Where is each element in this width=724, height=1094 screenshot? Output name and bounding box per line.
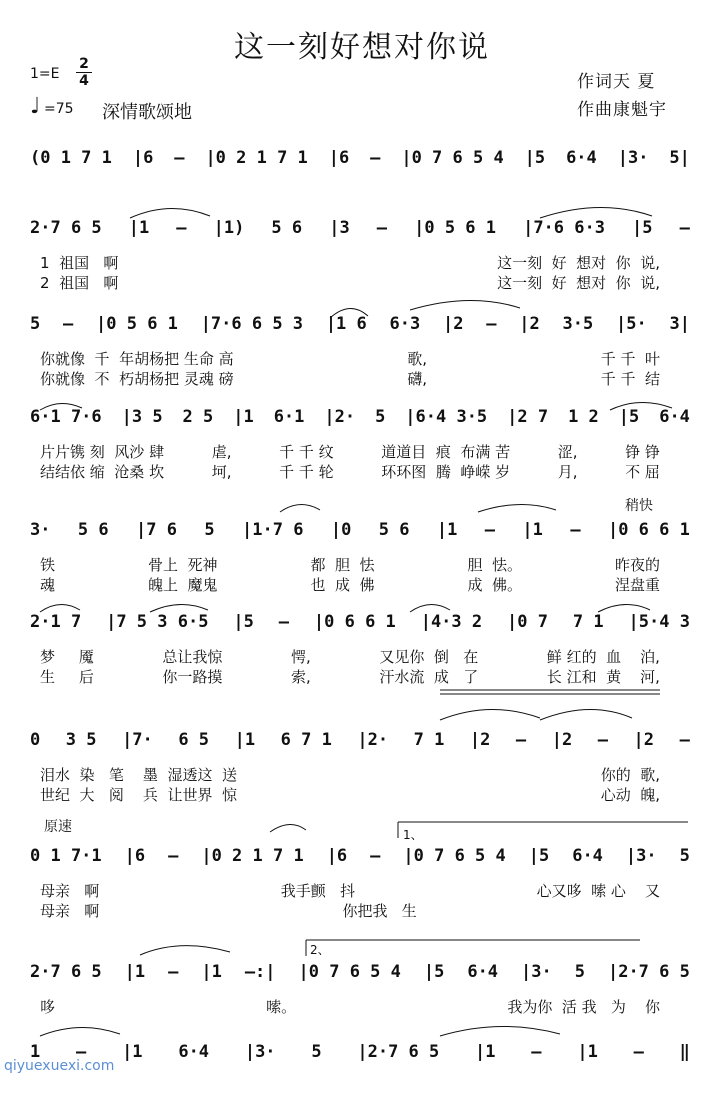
note-group: — (176, 218, 187, 238)
note-group: —:| (244, 962, 276, 982)
note-group: 6·4 (178, 1042, 210, 1062)
note-group: |5 (528, 846, 550, 866)
note-group: 1 2 (568, 407, 599, 427)
note-group: 7 1 (572, 612, 604, 632)
lyric-segment: 汗水流 成 了 (379, 668, 479, 686)
slur (270, 824, 306, 832)
lyric-segment: 你就像 不 朽胡杨把 灵魂 磅 (40, 370, 234, 388)
lyric-segment: 坷, (211, 463, 232, 481)
lyric-segment: 虐, (211, 443, 232, 461)
lyric-segment: 又见你 倒 在 (379, 648, 479, 666)
note-group: |5 (233, 612, 254, 632)
tempo-mood: 深情歌颂地 (102, 102, 192, 123)
note-group: |1 (234, 730, 256, 750)
note-group: 5 (204, 520, 215, 540)
note-group: |3 (329, 218, 350, 238)
note-group: 2 5 (182, 407, 214, 427)
lyric-segment: 心动 魄, (600, 786, 660, 804)
note-group: |6 (132, 148, 154, 168)
note-group: |1 (577, 1042, 598, 1062)
lyric-segment: 千 千 叶 (600, 350, 660, 368)
lyric-segment: 母亲 啊 (40, 902, 100, 920)
watermark: qiyuexuexi.com (4, 1058, 115, 1074)
note-group: 5 (574, 962, 585, 982)
slur (478, 504, 556, 512)
lyric-segment: 礴, (407, 370, 428, 388)
note-group: |3· (244, 1042, 276, 1062)
lyric-segment: 道道目 痕 布满 苦 (381, 443, 511, 461)
note-group: |5 (423, 962, 445, 982)
slur (40, 403, 82, 410)
lyric-segment: 2 祖国 啊 (40, 274, 119, 292)
note-group: 0 1 7·1 (30, 846, 102, 866)
note-group: |5·4 3 (628, 612, 690, 632)
note-group: — (679, 218, 690, 238)
note-group: |7·6 6·3 (523, 218, 605, 238)
note-group: |2· (324, 407, 356, 427)
note-group: 7 1 (413, 730, 445, 750)
lyric-segment: 魄上 魔鬼 (147, 576, 218, 594)
note-group: |0 5 6 1 (96, 314, 178, 334)
note-group: — (679, 730, 690, 750)
lyric-segment: 不 屈 (625, 463, 660, 481)
note-group: |2 (633, 730, 655, 750)
note-group: |2 (469, 730, 491, 750)
note-group: |0 6 6 1 (313, 612, 396, 632)
slur (140, 946, 230, 955)
lyric-segment: 嗦。 (266, 998, 297, 1016)
note-group: 3| (669, 314, 690, 334)
slur (410, 300, 520, 310)
note-group: |5 (524, 148, 546, 168)
tempo-mark-original: 原速 (44, 819, 72, 835)
lyric-segment: 涩, (557, 443, 578, 461)
lyric-segment: 鲜 红的 血 泊, (546, 648, 660, 666)
note-group: 2·1 7 (30, 612, 82, 632)
lyric-segment: 你把我 生 (342, 902, 417, 920)
lyric-segment: 片片镌 刻 风沙 肆 (40, 443, 165, 461)
lyric-segment: 我手颤 抖 (280, 882, 356, 900)
note-group: 3·5 (562, 314, 594, 334)
lyric-segment: 骨上 死神 (147, 556, 218, 574)
lyric-segment: 铁 (40, 556, 56, 574)
note-group: |1 6 (325, 314, 367, 334)
note-group: |6·4 3·5 (405, 407, 488, 427)
note-group: — (531, 1042, 542, 1062)
lyric-segment: 愕, (291, 648, 311, 666)
note-group: |0 2 1 7 1 (201, 846, 304, 866)
slur (330, 308, 368, 318)
lyric-segment: 千 千 纹 (279, 443, 334, 461)
lyric-segment: 索, (291, 668, 311, 686)
lyric-segment: 1 祖国 啊 (40, 254, 119, 272)
lyric-segment: 泪水 染 笔 墨 湿透这 送 (40, 766, 237, 784)
lyric-segment: 千 千 结 (600, 370, 660, 388)
lyric-segment: 铮 铮 (625, 443, 660, 461)
note-group: |2·7 6 5 (607, 962, 690, 982)
note-group: — (63, 314, 74, 334)
key-signature: 1=E (30, 66, 60, 82)
note-group: 5 (311, 1042, 322, 1062)
note-group: 5 6 (77, 520, 109, 540)
note-group: 5 6 (378, 520, 410, 540)
note-group: — (168, 962, 179, 982)
lyric-segment: 也 成 佛 (310, 576, 375, 594)
note-group: — (633, 1042, 644, 1062)
lyric-segment: 我为你 活 我 为 你 (507, 998, 660, 1016)
slur (40, 604, 80, 612)
note-group: 3 5 (65, 730, 97, 750)
note-group: 5 6 (271, 218, 303, 238)
lyric-segment: 月, (557, 463, 578, 481)
lyric-segment: 胆 怯。 (467, 556, 522, 574)
note-group: |1 (122, 1042, 143, 1062)
tempo-mark-faster: 稍快 (625, 498, 653, 514)
note-group: 0 (30, 730, 41, 750)
tempo-value: =75 (44, 101, 74, 117)
note-group: |1 (128, 218, 150, 238)
note-group: — (278, 612, 289, 632)
note-group: |1) (213, 218, 245, 238)
slur (440, 1026, 560, 1036)
lyric-segment: 这一刻 好 想对 你 说, (497, 254, 660, 272)
note-group: — (515, 730, 527, 750)
slur (280, 504, 320, 512)
note-group: |2·7 6 5 (357, 1042, 440, 1062)
note-group: (0 1 7 1 (30, 148, 112, 168)
note-group: |2 (519, 314, 540, 334)
song-title: 这一刻好想对你说 (234, 30, 490, 65)
lyric-segment: 千 千 轮 (279, 463, 334, 481)
note-group: 1 (30, 1042, 41, 1062)
slur (540, 709, 632, 720)
lyric-segment: 环环图 腾 峥嵘 岁 (381, 463, 511, 481)
note-group: |6 (326, 846, 348, 866)
note-group: 6·4 (566, 148, 597, 168)
note-group: |3· (625, 846, 657, 866)
note-group: 6 7 1 (280, 730, 332, 750)
note-group: 6 5 (178, 730, 210, 750)
note-group: |0 2 1 7 1 (205, 148, 308, 168)
lyric-segment: 心又哆 嗦 心 又 (536, 882, 660, 900)
note-group: |2· (357, 730, 389, 750)
lyricist-credit: 作词天 夏 (577, 72, 656, 92)
note-group: 6·4 (572, 846, 603, 866)
note-group: |7 5 3 6·5 (106, 612, 209, 632)
note-group: |5· (616, 314, 647, 334)
note-group: — (486, 314, 497, 334)
note-group: |0 7 6 5 4 (298, 962, 401, 982)
note-group: 6·1 (273, 407, 305, 427)
note-group: |3 5 (121, 407, 163, 427)
lyric-segment: 你的 歌, (600, 766, 660, 784)
note-group: |1 (201, 962, 222, 982)
slur (410, 604, 450, 612)
note-group: |2 (443, 314, 464, 334)
note-group: |0 7 6 5 4 (401, 148, 504, 168)
note-group: 3· (30, 520, 51, 540)
slur (130, 208, 210, 218)
note-group: 6·4 (659, 407, 690, 427)
time-sig-top: 2 (79, 56, 89, 72)
note-group: 2·7 6 5 (30, 218, 102, 238)
lyric-segment: 成 佛。 (467, 576, 522, 594)
note-group: 5 (679, 846, 690, 866)
note-group: |2 7 (507, 407, 549, 427)
note-group: 5 (30, 314, 41, 334)
note-group: |2 (551, 730, 573, 750)
note-group: |1 (436, 520, 458, 540)
lyric-segment: 你就像 千 年胡杨把 生命 高 (40, 350, 234, 368)
note-icon: ♩ (30, 94, 41, 119)
slur (440, 709, 540, 720)
lyric-segment: 你一路摸 (162, 668, 223, 686)
slur (610, 402, 672, 410)
note-group: |7 6 (136, 520, 177, 540)
note-group: |7· (122, 730, 153, 750)
note-group: — (370, 846, 381, 866)
lyric-segment: 结结依 缩 沧桑 坎 (40, 463, 165, 481)
lyric-segment: 长 江和 黄 河, (546, 668, 660, 686)
note-group: |3· (617, 148, 649, 168)
note-group: |0 7 6 5 4 (403, 846, 506, 866)
slur (40, 1027, 120, 1036)
lyric-segment: 都 胆 怯 (310, 556, 375, 574)
composer-credit: 作曲康魁宇 (577, 100, 667, 120)
lyric-segment: 总让我惊 (162, 648, 223, 666)
note-group: |5 (618, 407, 640, 427)
lyric-segment: 魂 (40, 576, 56, 594)
note-group: |1 (233, 407, 254, 427)
note-group: |0 5 6 1 (414, 218, 496, 238)
ending-2-label: 2、 (310, 943, 330, 957)
lyric-segment: 涅盘重 (614, 576, 660, 594)
note-group: 5 (375, 407, 386, 427)
note-group: |3· (521, 962, 552, 982)
note-group: |7·6 6 5 3 (200, 314, 304, 334)
ending-1-label: 1、 (403, 828, 423, 842)
lyric-segment: 歌, (407, 350, 428, 368)
note-group: |1 (475, 1042, 496, 1062)
note-group: — (76, 1042, 87, 1062)
note-group: |1·7 6 (242, 520, 304, 540)
note-group: |5 (632, 218, 653, 238)
lyric-segment: 生 后 (40, 668, 94, 686)
note-group: — (168, 846, 179, 866)
note-group: 6·3 (389, 314, 421, 334)
note-group: — (597, 730, 608, 750)
slur (598, 604, 650, 612)
note-group: |0 (330, 520, 352, 540)
slur (540, 207, 652, 218)
note-group: — (570, 520, 581, 540)
lyric-segment: 这一刻 好 想对 你 说, (497, 274, 660, 292)
note-group: |4·3 2 (420, 612, 483, 632)
note-group: — (376, 218, 388, 238)
lyric-segment: 母亲 啊 (40, 882, 100, 900)
note-group: |6 (328, 148, 350, 168)
lyric-segment: 哆 (40, 998, 56, 1016)
slur (150, 604, 208, 612)
note-group: |1 (124, 962, 146, 982)
note-group: 2·7 6 5 (30, 962, 102, 982)
note-group: |6 (124, 846, 146, 866)
time-sig-bottom: 4 (76, 72, 92, 89)
note-group: — (174, 148, 185, 168)
note-group: — (370, 148, 381, 168)
note-group: |1 (522, 520, 543, 540)
lyric-segment: 昨夜的 (614, 556, 660, 574)
note-group: 5| (669, 148, 690, 168)
lyric-segment: 世纪 大 阅 兵 让世界 惊 (40, 786, 237, 804)
note-group: — (484, 520, 496, 540)
note-group: 6·1 7·6 (30, 407, 102, 427)
lyric-segment: 梦 魇 (40, 648, 94, 666)
note-group: |0 6 6 1 (607, 520, 690, 540)
note-group: ‖ (679, 1042, 690, 1062)
note-group: |0 7 (507, 612, 548, 632)
note-group: 6·4 (467, 962, 499, 982)
